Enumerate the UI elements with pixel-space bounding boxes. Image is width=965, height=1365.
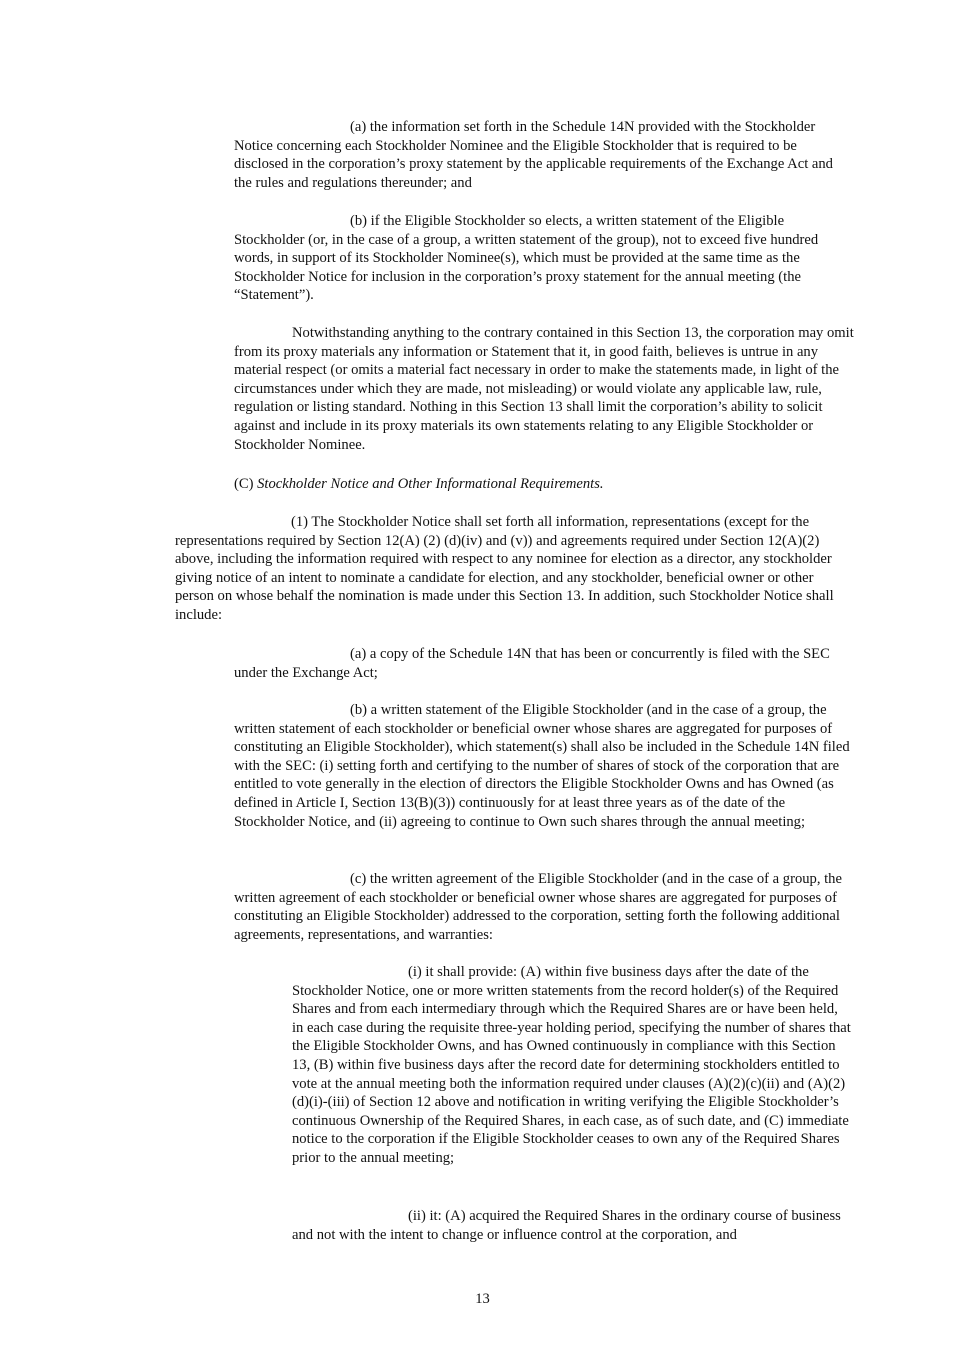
paragraph-b-written-statement: (b) if the Eligible Stockholder so elects, a written statement of the Eligible Stockholder (or, in the case of a group, a written statement of the group), not to exceed five hundred words, in support of its Stockholder Nominee(s), which must be provided at the same time as the Stockholder Notice for inclusion in the corporation’s proxy statement for the annual meeting (the “Statement”). <box>234 213 819 304</box>
section-c-title: Stockholder Notice and Other Informational Requirements. <box>257 476 604 492</box>
paragraph-c-written-agreement: (c) the written agreement of the Eligible Stockholder (and in the case of a group, the written agreement of each stockholder or beneficial owner whose shares are aggregated for purposes of constituting an Eligible Stockholder) addressed to the corporation, setting forth the following additional agreements, representations, and warranties: <box>234 871 842 943</box>
section-c-prefix: (C) <box>234 476 258 492</box>
paragraph-a-schedule-14n-info: (a) the information set forth in the Schedule 14N provided with the Stockholder Notice concerning each Stockholder Nominee and the Eligible Stockholder that is required to be disclosed in the corporation’s proxy statement by the applicable requirements of the Exchange Act and the rules and regulations thereunder; and <box>234 119 833 191</box>
paragraph-b-eligible-statement: (b) a written statement of the Eligible Stockholder (and in the case of a group, the written statement of each stockholder or beneficial owner whose shares are aggregated for purposes of constituting an Eligible Stockholder), which statement(s) shall also be included in the Schedule 14N filed with the SEC: (i) setting forth and certifying to the number of shares of stock of the corporation that are entitled to vote generally in the election of directors the Eligible Stockholder Owns and has Owned (as defined in Article I, Section 13(B)(3)) continuously for at least three years as of the date of the Stockholder Notice, and (ii) agreeing to continue to Own such shares through the annual meeting; <box>234 702 850 830</box>
section-c-heading <box>234 475 854 494</box>
page-number: 13 <box>475 1291 490 1307</box>
paragraph-ii-acquired-shares: (ii) it: (A) acquired the Required Shares in the ordinary course of business and not with the intent to change or influence control at the corporation, and <box>292 1208 841 1243</box>
paragraph-1-stockholder-notice: (1) The Stockholder Notice shall set forth all information, representations (except for the representations required by Section 12(A) (2) (d)(iv) and (v)) and agreements required under Section 12(A)(2) above, including the information required with respect to any nominee for election as a director, any stockholder giving notice of an intent to nominate a candidate for election, and any stockholder, beneficial owner or other person on whose behalf the nomination is made under this Section 13. In addition, such Stockholder Notice shall include: <box>175 514 834 623</box>
paragraph-a-copy-schedule-14n: (a) a copy of the Schedule 14N that has been or concurrently is filed with the SEC under the Exchange Act; <box>234 646 830 681</box>
paragraph-notwithstanding: Notwithstanding anything to the contrary contained in this Section 13, the corporation may omit from its proxy materials any information or Statement that it, in good faith, believes is untrue in any material respect (or omits a material fact necessary in order to make the statements made, in light of the circumstances under which they are made, not misleading) or would violate any applicable law, rule, regulation or listing standard. Nothing in this Section 13 shall limit the corporation’s ability to solicit against and include in its proxy materials its own statements relating to any Eligible Stockholder or Stockholder Nominee. <box>234 325 854 453</box>
paragraph-i-shall-provide: (i) it shall provide: (A) within five business days after the date of the Stockholder Notice, one or more written statements from the record holder(s) of the Required Shares and from each intermediary through which the Required Shares are or have been held, in each case during the requisite three-year holding period, specifying the number of shares that the Eligible Stockholder Owns, and has Owned continuously in compliance with this Section 13, (B) within five business days after the record date for determining stockholders entitled to vote at the annual meeting both the information required under clauses (A)(2)(c)(ii) and (A)(2) (d)(i)-(iii) of Section 12 above and notification in writing verifying the Eligible Stockholder’s continuous Ownership of the Required Shares, in each case, as of such date, and (C) immediate notice to the corporation if the Eligible Stockholder ceases to own any of the Required Shares prior to the annual meeting; <box>292 964 851 1166</box>
